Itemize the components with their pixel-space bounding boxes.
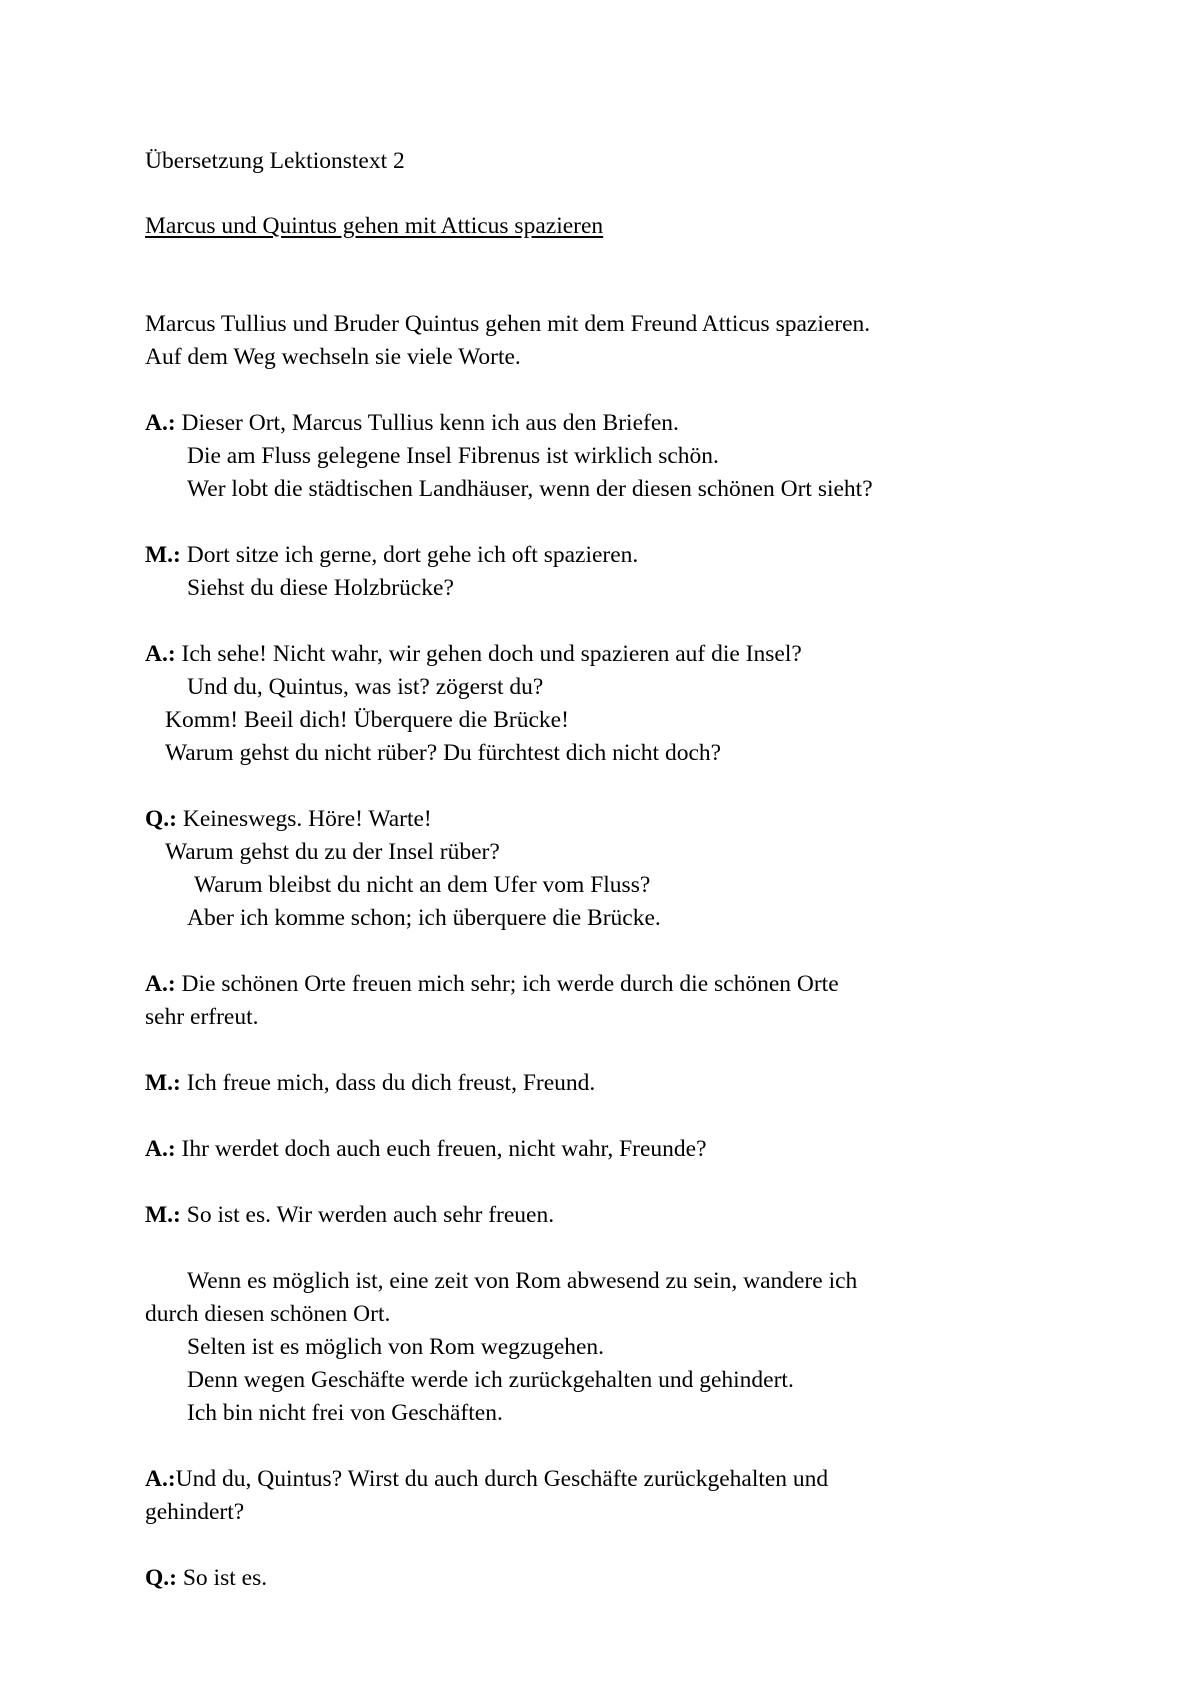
speech-text: So ist es. <box>182 1565 268 1591</box>
dialogue-line <box>145 1562 267 1595</box>
document-subtitle: Marcus und Quintus gehen mit Atticus spazieren <box>145 213 604 239</box>
dialogue-line <box>145 1133 707 1166</box>
dialogue-line <box>145 407 679 440</box>
dialogue-line: Siehst du diese Holzbrücke? <box>187 575 454 601</box>
speaker-label: Q.: <box>145 806 177 832</box>
speaker-label: M.: <box>145 1202 181 1228</box>
dialogue-line: Selten ist es möglich von Rom wegzugehen. <box>187 1334 605 1360</box>
speech-text: Dort sitze ich gerne, dort gehe ich oft spazieren. <box>186 542 639 568</box>
dialogue-line <box>145 803 432 836</box>
speaker-label: M.: <box>145 542 181 568</box>
speaker-label: A.: <box>145 410 176 436</box>
speech-text: Ich freue mich, dass du dich freust, Freund. <box>186 1070 596 1096</box>
dialogue-line: durch diesen schönen Ort. <box>145 1301 391 1327</box>
speaker-label: A.: <box>145 1136 176 1162</box>
dialogue-line: Komm! Beeil dich! Überquere die Brücke! <box>165 707 569 733</box>
dialogue-line <box>145 1463 828 1496</box>
speech-text: Ich sehe! Nicht wahr, wir gehen doch und spazieren auf die Insel? <box>181 641 802 667</box>
speech-text: Die schönen Orte freuen mich sehr; ich werde durch die schönen Orte <box>181 971 839 997</box>
intro-line: Auf dem Weg wechseln sie viele Worte. <box>145 344 521 370</box>
dialogue-line: Ich bin nicht frei von Geschäften. <box>187 1400 503 1426</box>
dialogue-line: Warum gehst du zu der Insel rüber? <box>165 839 500 865</box>
dialogue-line <box>145 539 638 572</box>
speech-text: So ist es. Wir werden auch sehr freuen. <box>186 1202 555 1228</box>
document-title: Übersetzung Lektionstext 2 <box>145 148 405 174</box>
dialogue-line: sehr erfreut. <box>145 1004 259 1030</box>
dialogue-line <box>145 968 839 1001</box>
dialogue-line: Wenn es möglich ist, eine zeit von Rom abwesend zu sein, wandere ich <box>187 1268 858 1294</box>
dialogue-line: Wer lobt die städtischen Landhäuser, wenn der diesen schönen Ort sieht? <box>187 476 873 502</box>
speaker-label: A.: <box>145 971 176 997</box>
dialogue-line: Aber ich komme schon; ich überquere die Brücke. <box>187 905 661 931</box>
dialogue-line: gehindert? <box>145 1499 245 1525</box>
dialogue-line <box>145 1067 595 1100</box>
speaker-label: A.: <box>145 641 176 667</box>
dialogue-line: Denn wegen Geschäfte werde ich zurückgehalten und gehindert. <box>187 1367 794 1393</box>
dialogue-line <box>145 1199 554 1232</box>
dialogue-line <box>145 638 802 671</box>
speaker-label: M.: <box>145 1070 181 1096</box>
speaker-label: Q.: <box>145 1565 177 1591</box>
speech-text: Ihr werdet doch auch euch freuen, nicht wahr, Freunde? <box>181 1136 707 1162</box>
intro-line: Marcus Tullius und Bruder Quintus gehen mit dem Freund Atticus spazieren. <box>145 311 871 337</box>
speech-text: Keineswegs. Höre! Warte! <box>182 806 432 832</box>
dialogue-line: Und du, Quintus, was ist? zögerst du? <box>187 674 544 700</box>
dialogue-line: Warum gehst du nicht rüber? Du fürchtest dich nicht doch? <box>165 740 722 766</box>
dialogue-line: Die am Fluss gelegene Insel Fibrenus ist wirklich schön. <box>187 443 719 469</box>
speech-text: Und du, Quintus? Wirst du auch durch Geschäfte zurückgehalten und <box>175 1466 829 1492</box>
speaker-label: A.: <box>145 1466 176 1492</box>
dialogue-line: Warum bleibst du nicht an dem Ufer vom Fluss? <box>194 872 651 898</box>
speech-text: Dieser Ort, Marcus Tullius kenn ich aus den Briefen. <box>181 410 679 436</box>
